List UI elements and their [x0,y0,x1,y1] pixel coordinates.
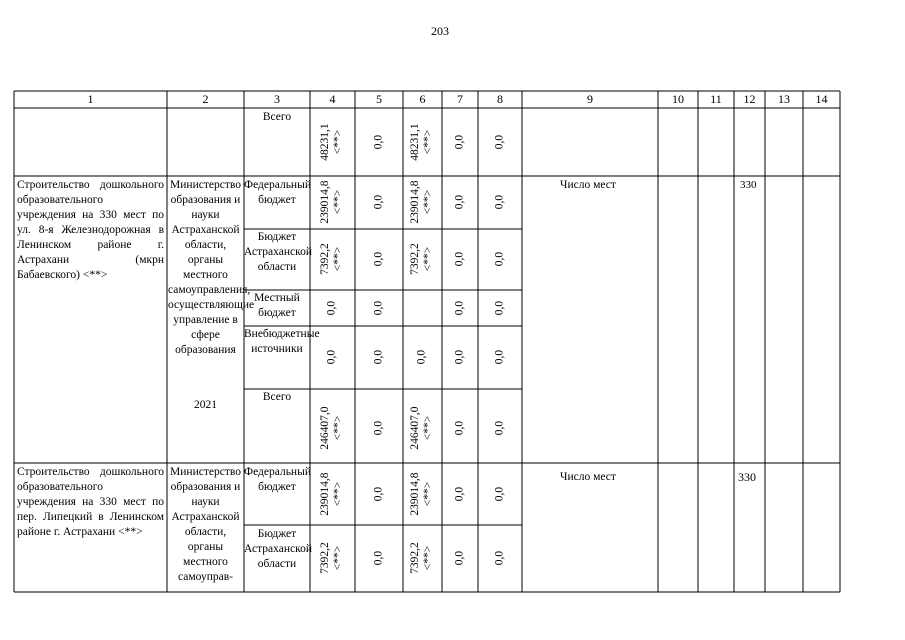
cell-value: 239014,8 <**> [409,180,434,224]
funding-source: Бюджет Астраханской области [244,528,313,570]
column-header: 5 [376,92,382,106]
column-header: 10 [672,92,684,106]
indicator-name: Число мест [560,471,616,483]
funding-source: Внебюджетные источники [244,328,320,355]
cell-value: 0,0 [493,420,506,436]
funding-source: Бюджет Астраханской области [244,231,313,273]
project-year: 2021 [194,399,217,411]
column-header: 14 [815,92,828,106]
column-header: 2 [202,92,209,106]
cell-value: 0,0 [493,251,506,267]
executor: Министерство образования и науки Астраханской области, органы местного самоуправ- [170,466,241,583]
cell-value: 0,0 [325,349,338,365]
cell-value: 0,0 [372,300,385,316]
cell-value: 246407,0 <**> [319,406,344,450]
column-header: 9 [587,92,593,106]
cell-value: 0,0 [453,486,466,502]
cell-value: 0,0 [372,194,385,210]
cell-value: 0,0 [372,134,385,150]
cell-value: 0,0 [372,486,385,502]
cell-value: 246407,0 <**> [409,406,434,450]
column-header: 13 [778,92,790,106]
cell-value: 0,0 [372,349,385,365]
column-header: 3 [274,92,280,106]
funding-source: Всего [262,111,292,123]
cell-value: 0,0 [453,134,466,150]
cell-value: 7392,2 <**> [319,243,344,275]
cell-value: 7392,2 <**> [409,542,434,574]
cell-value: 7392,2 <**> [319,542,344,574]
cell-value: 0,0 [372,420,385,436]
cell-value: 0,0 [493,134,506,150]
project-name: Строительство дошкольного образовательного учреждения на 330 мест по пер. Липецкий в Ленинском районе г. Астрахани <**> [17,466,164,538]
project-name: Строительство дошкольного образовательного учреждения на 330 мест по ул. 8-я Железнодорожная в Ленинском районе г. Астрахани (мкрн Бабаевского) <**> [17,179,164,281]
indicator-name: Число мест [560,179,616,191]
funding-source: Федеральный бюджет [244,179,311,206]
indicator-value: 330 [738,470,756,484]
cell-value: 0,0 [493,349,506,365]
cell-value: 0,0 [325,300,338,316]
cell-value: 0,0 [493,194,506,210]
funding-source: Федеральный бюджет [244,466,311,493]
cell-value: 0,0 [453,300,466,316]
cell-value: 0,0 [453,251,466,267]
column-header: 7 [457,92,463,106]
cell-value: 48231,1 <**> [319,123,344,161]
cell-value: 0,0 [453,550,466,566]
column-header: 6 [419,92,426,106]
cell-value: 0,0 [493,486,506,502]
cell-value: 0,0 [453,194,466,210]
cell-value: 0,0 [453,420,466,436]
column-header: 11 [710,92,722,106]
column-header: 4 [329,92,336,106]
cell-value: 0,0 [415,349,428,365]
funding-source: Всего [262,391,292,403]
cell-value: 239014,8 <**> [319,472,344,516]
cell-value: 48231,1 <**> [409,123,434,161]
column-header: 12 [743,92,756,106]
cell-value: 0,0 [453,349,466,365]
cell-value: 0,0 [493,550,506,566]
executor: Министерство образования и науки Астраханской области, органы местного самоуправления, осуществляющие управление в сфере образования [168,179,255,356]
column-header: 1 [87,92,94,106]
funding-source: Местный бюджет [254,292,300,319]
indicator-value: 330 [740,179,757,191]
cell-value: 239014,8 <**> [319,180,344,224]
cell-value: 7392,2 <**> [409,243,434,275]
column-header: 8 [497,92,503,106]
cell-value: 0,0 [372,550,385,566]
cell-value: 239014,8 <**> [409,472,434,516]
cell-value: 0,0 [493,300,506,316]
page-number: 203 [431,24,449,38]
cell-value: 0,0 [372,251,385,267]
